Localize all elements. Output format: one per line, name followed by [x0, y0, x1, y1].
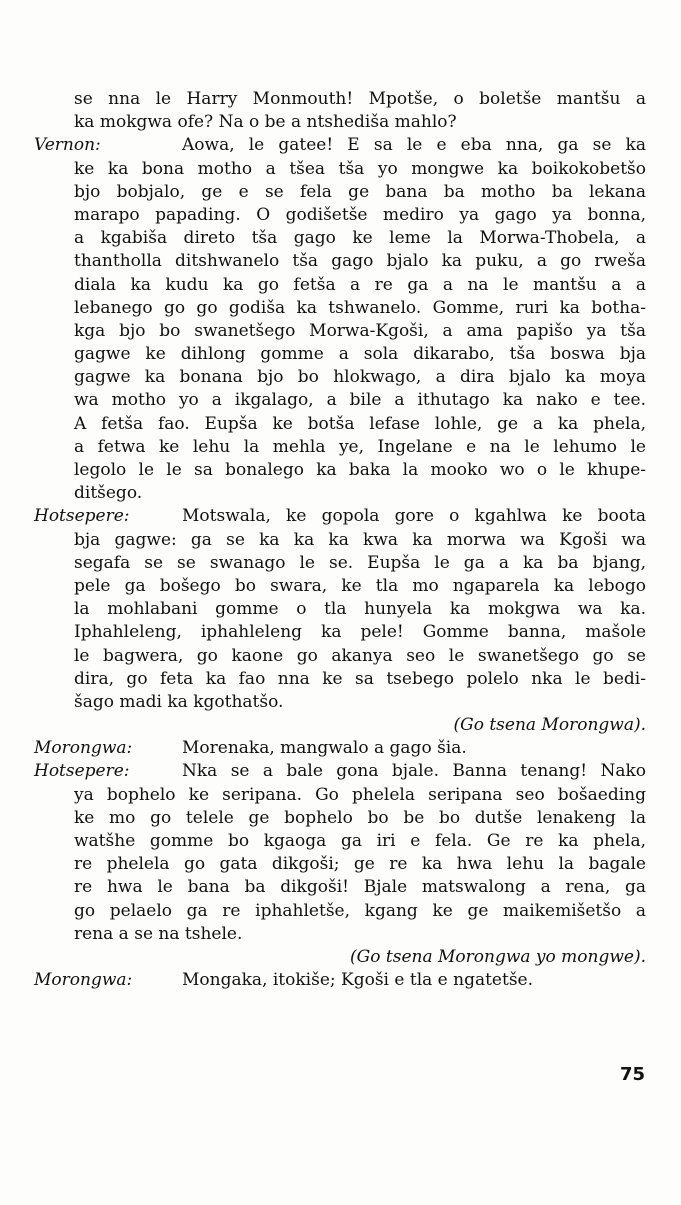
dialogue-line [34, 969, 646, 992]
text-line: bjo bobjalo, ge e se fela ge bana ba motho ba lekana [74, 181, 646, 202]
text-line: pele ga bošego bo swara, ke tla mo ngaparela ka lebogo [74, 575, 646, 596]
text-line: diala ka kudu ka go fetša a re ga a na le mantšu a a [74, 274, 646, 295]
text-line: ke mo go telele ge bophelo bo be bo dutše lenakeng la [74, 807, 646, 828]
stage-direction: (Go tsena Morongwa). [453, 715, 646, 736]
text-line: legolo le le sa bonalego ka baka la mooko wo o le khupe- [74, 460, 646, 480]
stage-direction: (Go tsena Morongwa yo mongwe). [350, 946, 646, 967]
text-line: Iphahleleng, iphahleleng ka pele! Gomme banna, mašole [74, 622, 646, 643]
text-line: šago madi ka kgothatšo. [74, 691, 284, 712]
text-line: A fetša fao. Eupša ke botša lefase lohle, ge a ka phela, [74, 413, 646, 434]
text-line: ke ka bona motho a tšea tša yo mongwe ka boikokobetšo [74, 158, 646, 179]
dialogue-line [34, 737, 646, 760]
text-line: watšhe gomme bo kgaoga ga iri e fela. Ge re ka phela, [74, 831, 646, 851]
text-line: rena a se na tshele. [74, 923, 243, 944]
dialogue-line [34, 134, 646, 157]
text-line: marapo papading. O godišetše mediro ya gago ya bonna, [74, 204, 646, 225]
speech-text: Morenaka, mangwalo a gago šia. [182, 738, 467, 759]
text-line: re hwa le bana ba dikgoši! Bjale matswalong a rena, ga [74, 877, 646, 898]
text-line: se nna le Harry Monmouth! Mpotše, o boletše mantšu a [74, 89, 646, 109]
text-line: wa motho yo a ikgalago, a bile a ithutago ka nako e tee. [74, 390, 646, 411]
text-line: kga bjo bo swanetšego Morwa-Kgoši, a ama papišo ya tša [74, 320, 646, 341]
text-line: thantholla ditshwanelo tša gago bjalo ka puku, a go rweša [74, 251, 646, 272]
speech-text: Aowa, le gatee! E sa le e eba nna, ga se ka [182, 135, 646, 156]
text-line: ditšego. [74, 483, 143, 504]
speaker-name: Morongwa: [34, 738, 133, 759]
text-line: a kgabiša direto tša gago ke leme la Morwa-Thobela, a [74, 228, 646, 249]
text-line: la mohlabani gomme o tla hunyela ka mokgwa wa ka. [74, 599, 646, 620]
page-number: 75 [619, 1064, 645, 1085]
text-line: go pelaelo ga re iphahletše, kgang ke ge maikemišetšo a [74, 900, 646, 921]
play-text [34, 88, 646, 992]
text-line: ka mokgwa ofe? Na o be a ntshediša mahlo? [74, 112, 457, 133]
speaker-name: Vernon: [34, 135, 101, 156]
speaker-name: Hotsepere: [34, 506, 130, 527]
speaker-name: Morongwa: [34, 970, 133, 991]
speech-text: Nka se a bale gona bjale. Banna tenang! Nako [182, 761, 646, 782]
text-line: bja gagwe: ga se ka ka ka kwa ka morwa wa Kgoši wa [74, 529, 646, 550]
speaker-name: Hotsepere: [34, 761, 130, 782]
dialogue-line [34, 760, 646, 783]
text-line: le bagwera, go kaone go akanya seo le swanetšego go se [74, 645, 646, 666]
dialogue-line [34, 505, 646, 528]
speech-text: Motswala, ke gopola gore o kgahlwa ke boota [182, 506, 646, 527]
text-line: re phelela go gata dikgoši; ge re ka hwa lehu la bagale [74, 854, 646, 875]
text-line: gagwe ke dihlong gomme a sola dikarabo, tša boswa bja [74, 344, 646, 365]
text-line: gagwe ka bonana bjo bo hlokwago, a dira bjalo ka moya [74, 367, 646, 388]
text-line: lebanego go go godiša ka tshwanelo. Gomme, ruri ka botha- [74, 297, 646, 318]
text-line: ya bophelo ke seripana. Go phelela seripana seo bošaeding [74, 784, 646, 805]
text-line: segafa se se swanago le se. Eupša le ga a ka ba bjang, [74, 552, 646, 573]
text-line: dira, go feta ka fao nna ke sa tsebego polelo nka le bedi- [74, 668, 646, 689]
text-line: a fetwa ke lehu la mehla ye, Ingelane e na le lehumo le [74, 436, 646, 457]
speech-text: Mongaka, itokiše; Kgoši e tla e ngatetše. [182, 970, 534, 991]
